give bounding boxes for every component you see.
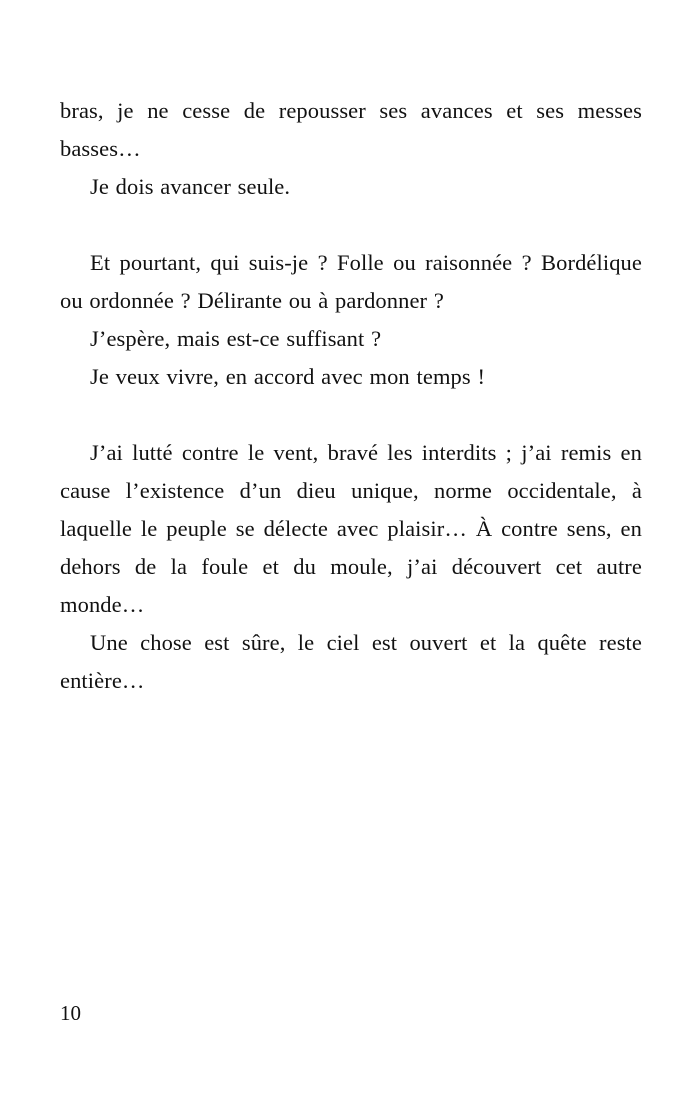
- paragraph: J’espère, mais est-ce suffisant ?: [90, 326, 382, 351]
- paragraph: Une chose est sûre, le ciel est ouvert et la quête reste entière…: [60, 630, 642, 693]
- paragraph: Et pourtant, qui suis-je ? Folle ou raisonnée ? Bordélique ou ordonnée ? Délirante ou à pardonner ?: [60, 250, 642, 313]
- paragraph: J’ai lutté contre le vent, bravé les interdits ; j’ai remis en cause l’existence d’un dieu unique, norme occidentale, à laquelle le peuple se délecte avec plaisir… À contre sens, en dehors de la foule et du moule, j’ai découvert cet autre monde…: [60, 440, 642, 617]
- paragraph-continuation: bras, je ne cesse de repousser ses avances et ses messes basses…: [60, 98, 642, 161]
- paragraph: Je dois avancer seule.: [90, 174, 291, 199]
- page-number: 10: [60, 1001, 81, 1025]
- text-block: [60, 92, 642, 700]
- paragraph: Je veux vivre, en accord avec mon temps !: [90, 364, 486, 389]
